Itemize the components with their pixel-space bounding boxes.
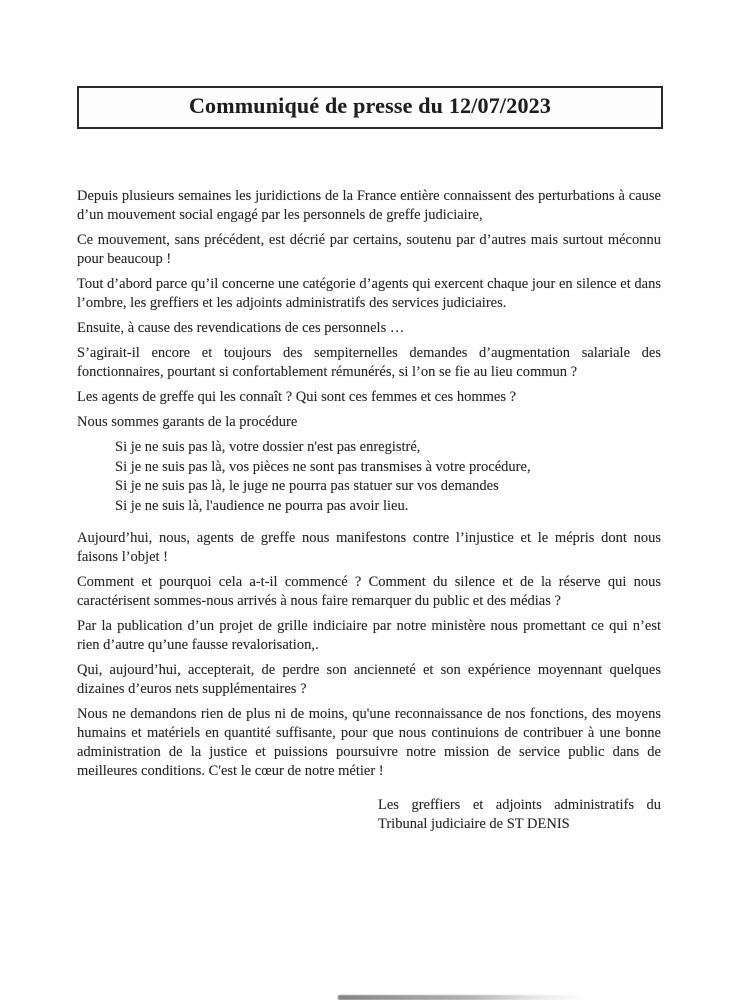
paragraph-anciennete: Qui, aujourd’hui, accepterait, de perdre son ancienneté et son expérience moyennant quelques dizaines d’euros nets supplémentaires ? bbox=[77, 662, 661, 697]
signature-line-authors: Les greffiers et adjoints administratifs du bbox=[378, 797, 661, 813]
paragraph-comment-pourquoi: Comment et pourquoi cela a-t-il commencé ? Comment du silence et de la réserve qui nous caractérisent sommes-nous arrivés à nous faire remarquer du public et des médias ? bbox=[77, 574, 661, 609]
signature-block bbox=[378, 796, 661, 834]
paragraph-categorie-agents: Tout d’abord parce qu’il concerne une catégorie d’agents qui exercent chaque jour en silence et dans l’ombre, les greffiers et les adjoints administratifs des services judiciaires. bbox=[77, 276, 661, 311]
paragraph-revendications: Ensuite, à cause des revendications de ces personnels … bbox=[77, 320, 405, 336]
paragraph-intro-perturbations: Depuis plusieurs semaines les juridictions de la France entière connaissent des perturbations à cause d’un mouvement social engagé par les personnels de greffe judiciaire, bbox=[77, 188, 661, 223]
paragraph-mouvement-sans-precedent: Ce mouvement, sans précédent, est décrié par certains, soutenu par d’autres mais surtout méconnu pour beaucoup ! bbox=[77, 232, 661, 267]
press-release-title-box bbox=[77, 86, 663, 129]
signature-line-tribunal: Tribunal judiciaire de ST DENIS bbox=[378, 816, 570, 832]
document-body bbox=[77, 187, 661, 834]
list-item-dossier: Si je ne suis pas là, votre dossier n'est pas enregistré, bbox=[115, 439, 421, 455]
demands-list bbox=[115, 438, 661, 516]
paragraph-demandes-salariales: S’agirait-il encore et toujours des sempiternelles demandes d’augmentation salariale des fonctionnaires, pourtant si confortablement rémunérés, si l’on se fie au lieu commun ? bbox=[77, 345, 661, 380]
paragraph-garants-procedure: Nous sommes garants de la procédure bbox=[77, 414, 298, 430]
list-item-juge: Si je ne suis pas là, le juge ne pourra pas statuer sur vos demandes bbox=[115, 478, 499, 494]
page-title: Communiqué de presse du 12/07/2023 bbox=[188, 93, 552, 118]
paragraph-reconnaissance-fonctions: Nous ne demandons rien de plus ni de moins, qu'une reconnaissance de nos fonctions, des moyens humains et matériels en quantité suffisante, pour que nous continuions de contribuer à une bonne administration de la justice et puissions poursuivre notre mission de service public dans de meilleures conditions. C'est le cœur de notre métier ! bbox=[77, 706, 661, 779]
list-item-pieces: Si je ne suis pas là, vos pièces ne sont pas transmises à votre procédure, bbox=[115, 458, 531, 475]
scan-artifact-bar bbox=[338, 995, 584, 1000]
paragraph-manifestation-injustice: Aujourd’hui, nous, agents de greffe nous manifestons contre l’injustice et le mépris dont nous faisons l’objet ! bbox=[77, 530, 661, 565]
paragraph-qui-les-connait: Les agents de greffe qui les connaît ? Qui sont ces femmes et ces hommes ? bbox=[77, 389, 517, 405]
paragraph-grille-indiciaire: Par la publication d’un projet de grille indiciaire par notre ministère nous promettant ce qui n’est rien d’autre qu’une fausse revalorisation,. bbox=[77, 618, 661, 653]
list-item-audience: Si je ne suis là, l'audience ne pourra pas avoir lieu. bbox=[115, 497, 409, 514]
